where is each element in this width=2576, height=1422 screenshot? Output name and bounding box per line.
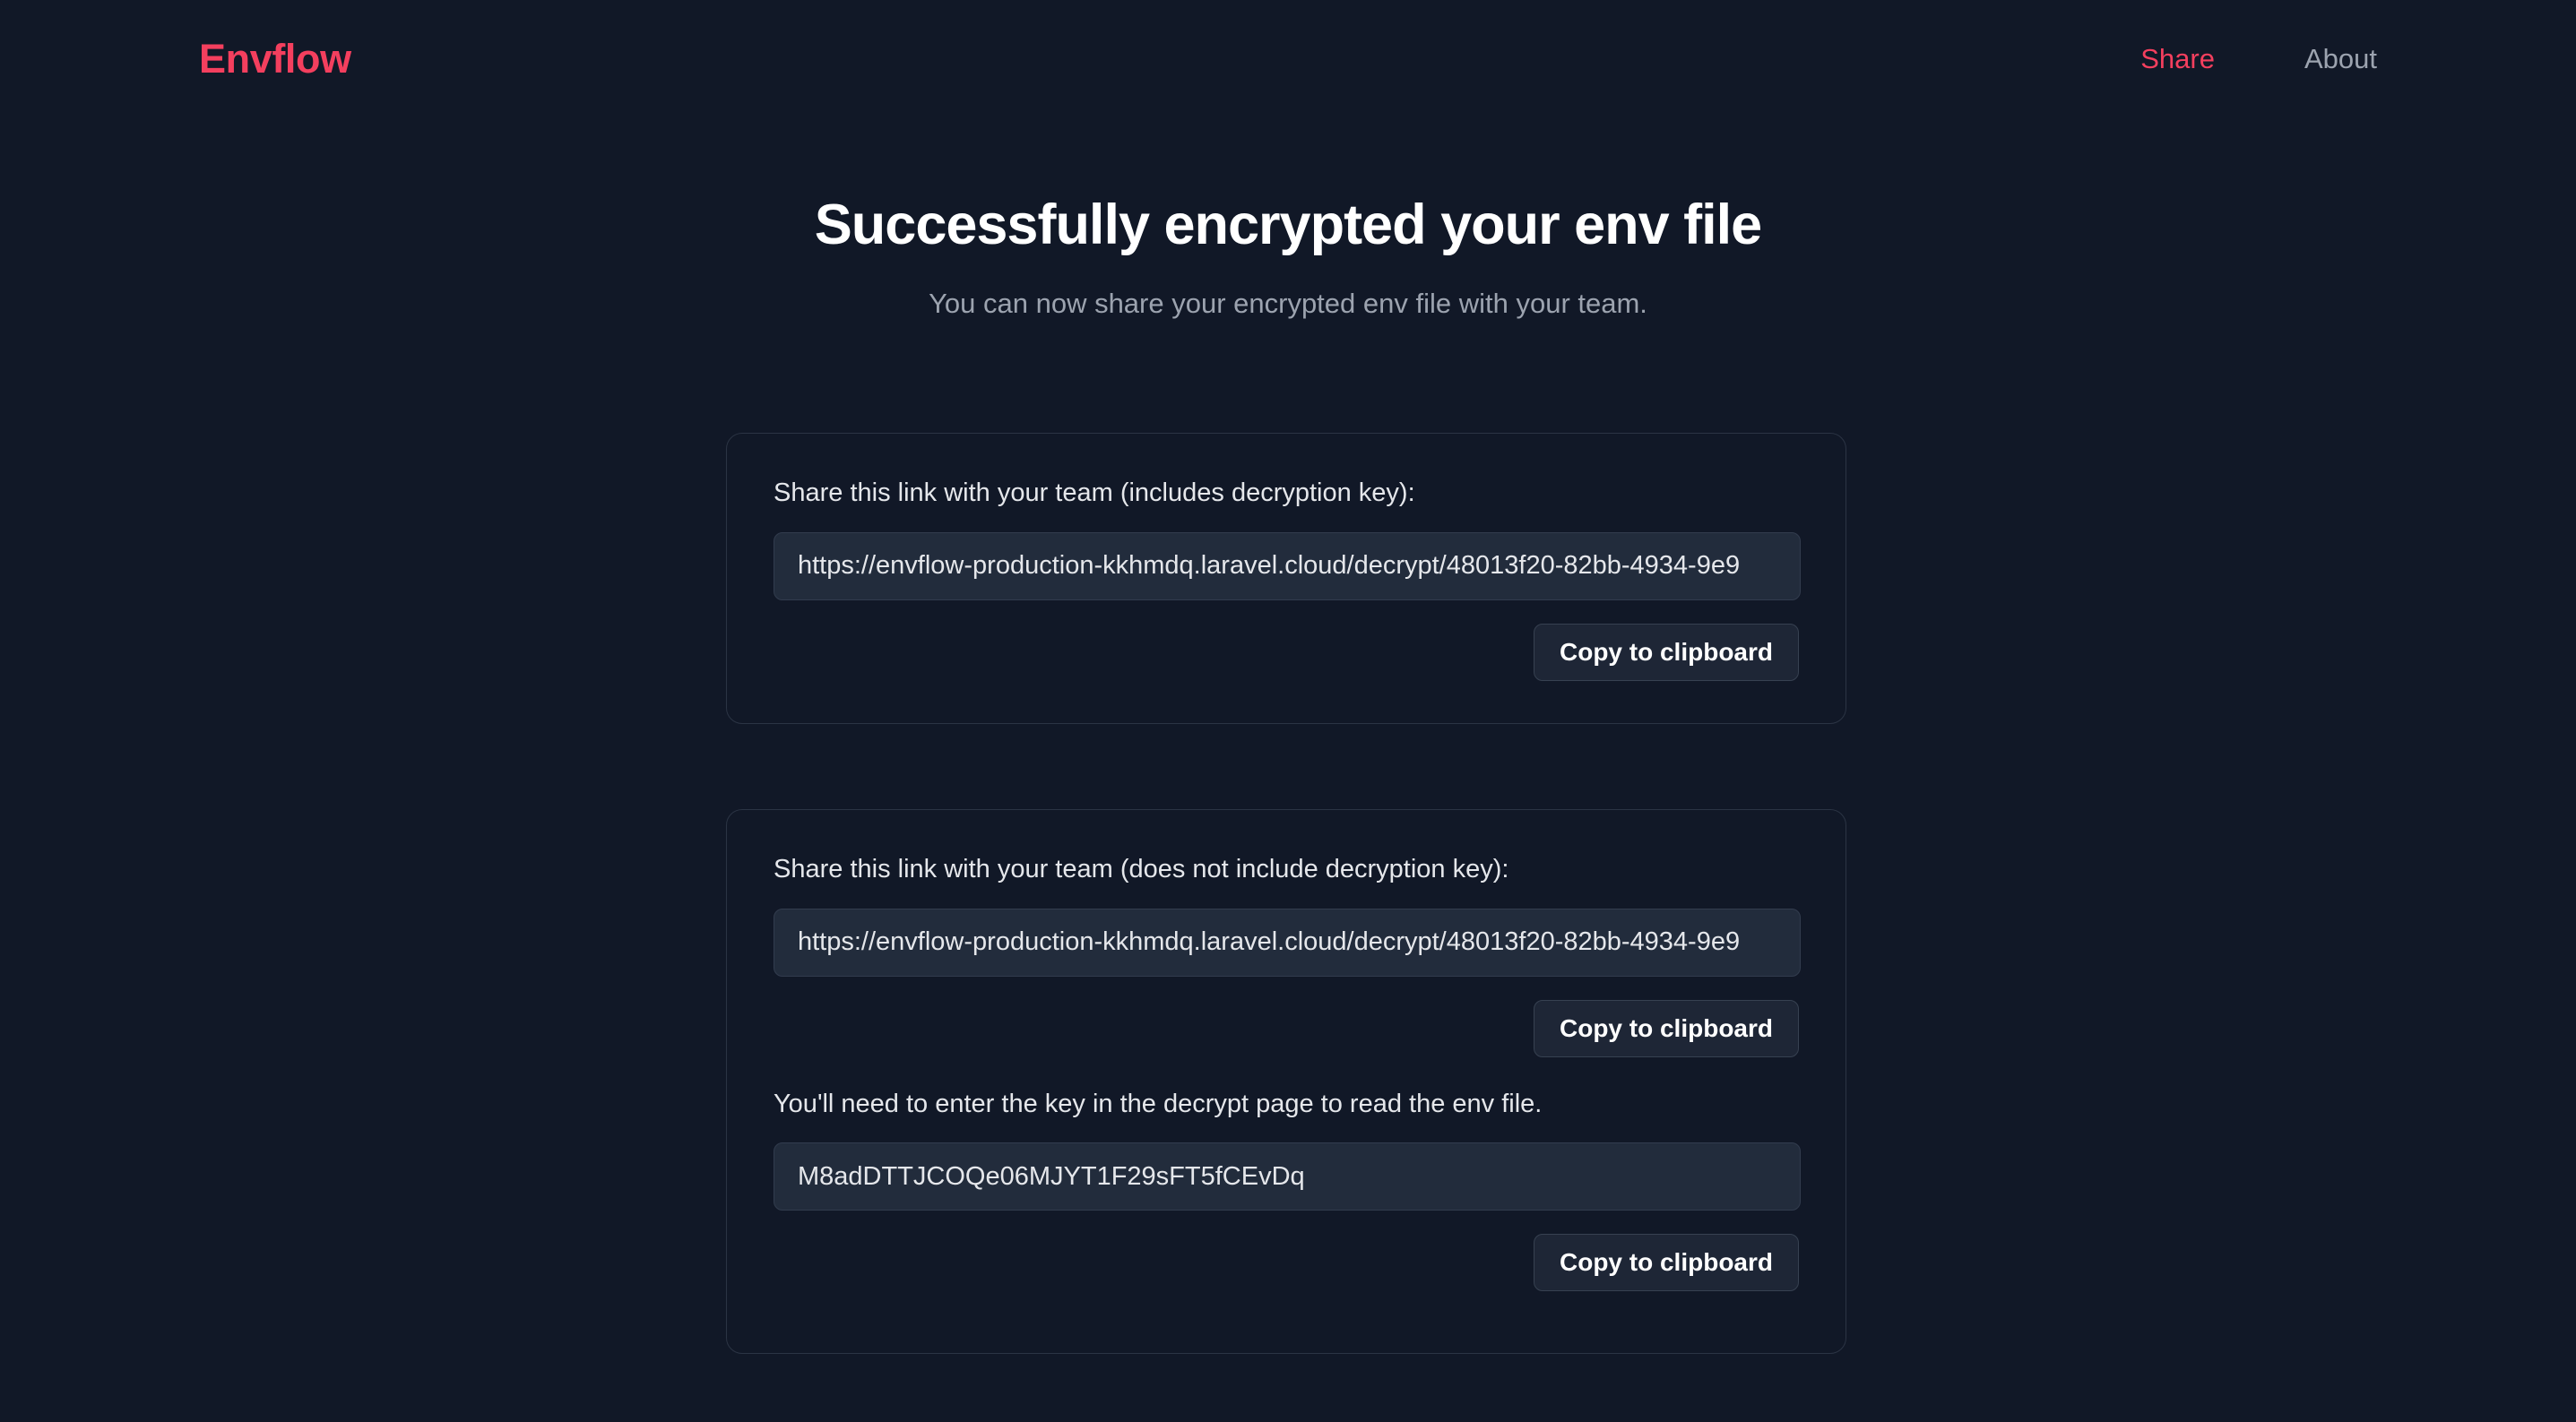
nav-link-about[interactable]: About [2304,42,2377,74]
share-link-with-key-label: Share this link with your team (includes decryption key): [774,478,1415,507]
brand-logo[interactable]: Envflow [199,35,351,82]
share-link-without-key-input[interactable]: https://envflow-production-kkhmdq.laravel.cloud/decrypt/48013f20-82bb-4934-9e9 [774,909,1801,977]
nav-link-share[interactable]: Share [2140,42,2215,74]
share-link-with-key-card [726,433,1846,724]
copy-link-with-key-button[interactable]: Copy to clipboard [1534,624,1799,681]
share-link-without-key-actions [774,1000,1799,1057]
site-header [0,0,2576,116]
page-title: Successfully encrypted your env file [814,194,1762,256]
page-subtitle: You can now share your encrypted env file with your team. [929,288,1647,320]
share-link-with-key-actions [774,624,1799,681]
share-link-without-key-label: Share this link with your team (does not include decryption key): [774,855,1509,883]
hero-section [0,193,2576,323]
decryption-key-input[interactable]: M8adDTTJCOQe06MJYT1F29sFT5fCEvDq [774,1142,1801,1211]
decryption-key-actions [774,1234,1799,1291]
main-nav [2140,42,2377,74]
copy-decryption-key-button[interactable]: Copy to clipboard [1534,1234,1799,1291]
decryption-key-label: You'll need to enter the key in the decrypt page to read the env file. [774,1089,1543,1118]
share-link-without-key-card [726,809,1846,1354]
share-link-with-key-input[interactable]: https://envflow-production-kkhmdq.laravel.cloud/decrypt/48013f20-82bb-4934-9e9 [774,532,1801,600]
copy-link-without-key-button[interactable]: Copy to clipboard [1534,1000,1799,1057]
